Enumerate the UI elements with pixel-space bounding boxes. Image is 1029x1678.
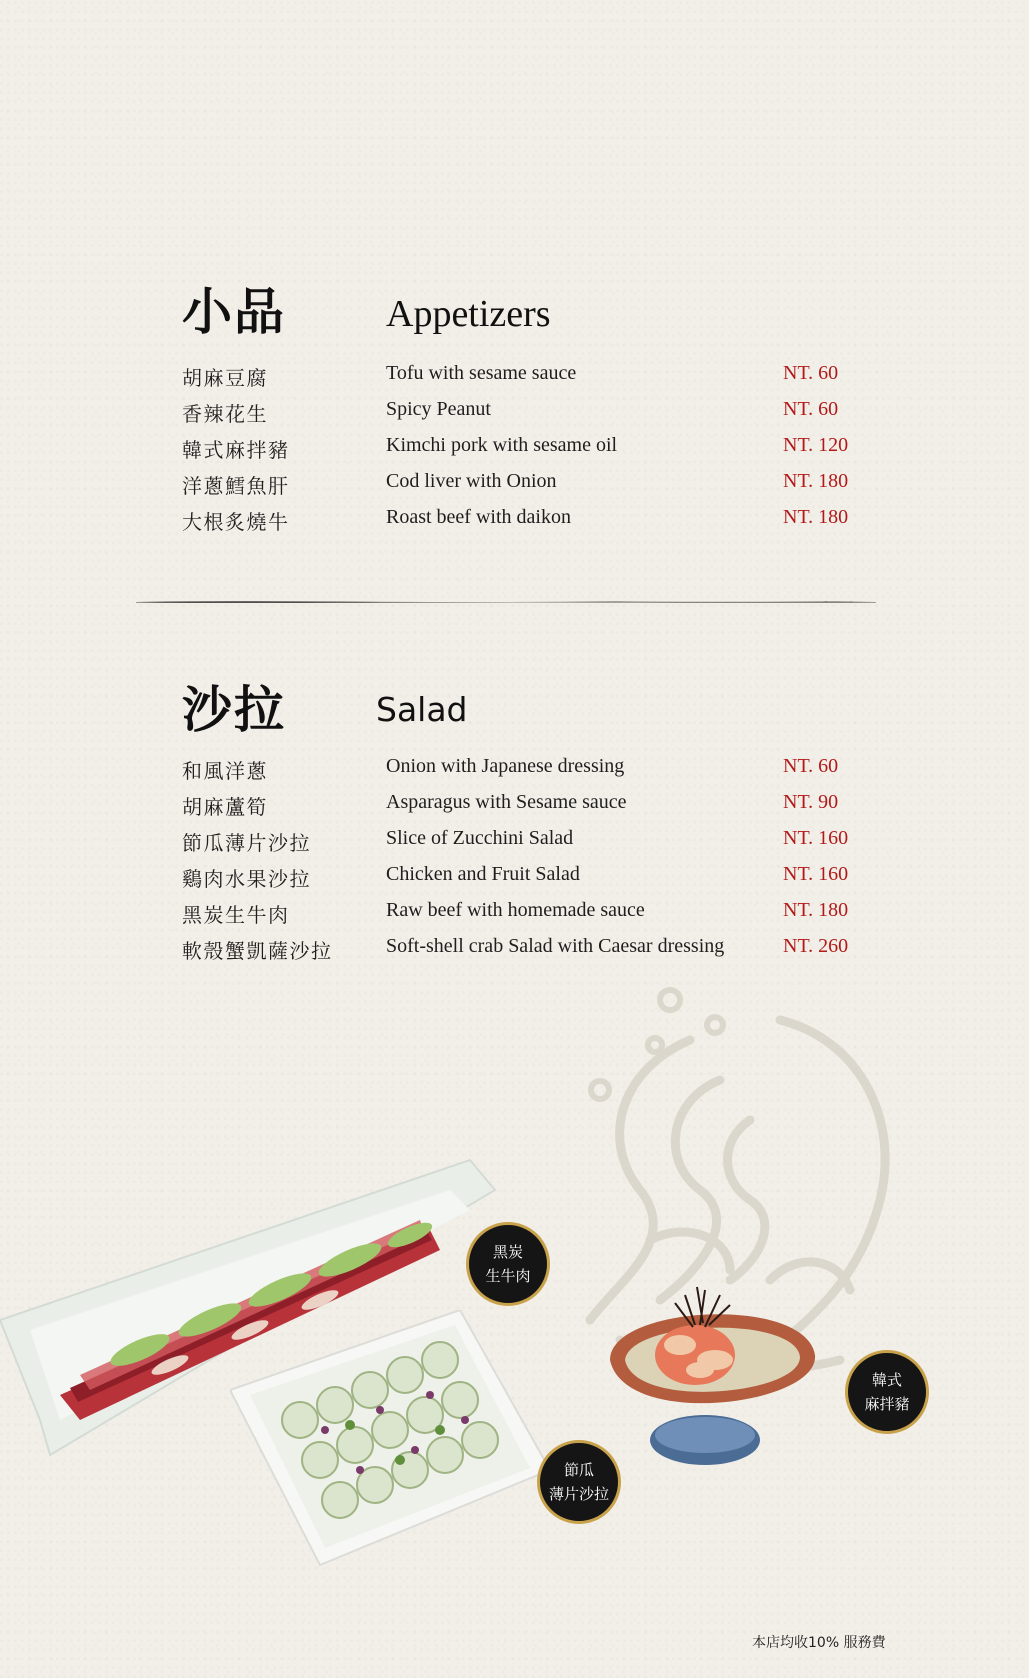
dish-price: NT. 180 [783,506,849,528]
badge-raw-beef [466,1222,550,1306]
menu-row [0,827,1029,861]
dish-name-en: Cod liver with Onion [386,470,557,492]
dish-name-zh: 軟殼蟹凱薩沙拉 [182,939,333,963]
menu-row [0,899,1029,933]
appetizers-title-zh: 小品 [182,283,286,341]
dish-price: NT. 90 [783,791,839,813]
dish-price: NT. 60 [783,398,839,420]
menu-row [0,791,1029,825]
dish-price: NT. 60 [783,755,839,777]
dish-name-zh: 黑炭生牛肉 [182,903,290,927]
menu-row [0,434,1029,468]
dish-price: NT. 160 [783,863,849,885]
dish-name-zh: 和風洋蔥 [182,759,268,783]
dish-price: NT. 60 [783,362,839,384]
menu-row [0,362,1029,396]
dish-name-zh: 胡麻蘆筍 [182,795,268,819]
dish-name-en: Soft-shell crab Salad with Caesar dressing [386,935,725,957]
dish-name-zh: 胡麻豆腐 [182,366,268,390]
dish-name-en: Raw beef with homemade sauce [386,899,645,921]
dish-price: NT. 120 [783,434,849,456]
dish-price: NT. 180 [783,470,849,492]
menu-row [0,935,1029,969]
badge-line: 生牛肉 [485,1267,531,1285]
dish-name-zh: 韓式麻拌豬 [182,438,290,462]
appetizers-title-en: Appetizers [386,293,551,335]
badge-zucchini-salad [537,1440,621,1524]
badge-line: 黑炭 [492,1243,523,1261]
brush-divider [136,600,876,604]
salad-title-en: Salad [376,690,468,729]
dish-name-en: Kimchi pork with sesame oil [386,434,618,456]
dish-name-en: Roast beef with daikon [386,506,571,528]
menu-row [0,755,1029,789]
dish-name-zh: 鷄肉水果沙拉 [182,867,311,891]
dish-name-zh: 節瓜薄片沙拉 [182,831,311,855]
dish-name-zh: 洋蔥鱈魚肝 [182,474,290,498]
badge-line: 麻拌豬 [864,1395,910,1413]
dish-name-en: Slice of Zucchini Salad [386,827,574,849]
dish-name-zh: 香辣花生 [182,402,268,426]
menu-row [0,863,1029,897]
badge-line: 韓式 [871,1371,902,1389]
service-charge-note: 本店均收10% 服務費 [752,1635,886,1651]
dish-price: NT. 180 [783,899,849,921]
badge-line: 薄片沙拉 [548,1485,609,1503]
badge-kimchi-pork [845,1350,929,1434]
salad-title-zh: 沙拉 [182,681,286,739]
dish-name-en: Onion with Japanese dressing [386,755,625,777]
menu-row [0,398,1029,432]
kimchi-pork-dish-image [605,1265,830,1470]
dish-price: NT. 160 [783,827,849,849]
dish-name-en: Chicken and Fruit Salad [386,863,580,885]
dish-name-en: Spicy Peanut [386,398,491,420]
zucchini-salad-dish-image [230,1310,560,1570]
dish-price: NT. 260 [783,935,849,957]
dish-name-zh: 大根炙燒牛 [182,510,290,534]
dish-name-en: Tofu with sesame sauce [386,362,577,384]
dish-name-en: Asparagus with Sesame sauce [386,791,627,813]
menu-row [0,470,1029,504]
badge-line: 節瓜 [563,1461,594,1479]
menu-row [0,506,1029,540]
